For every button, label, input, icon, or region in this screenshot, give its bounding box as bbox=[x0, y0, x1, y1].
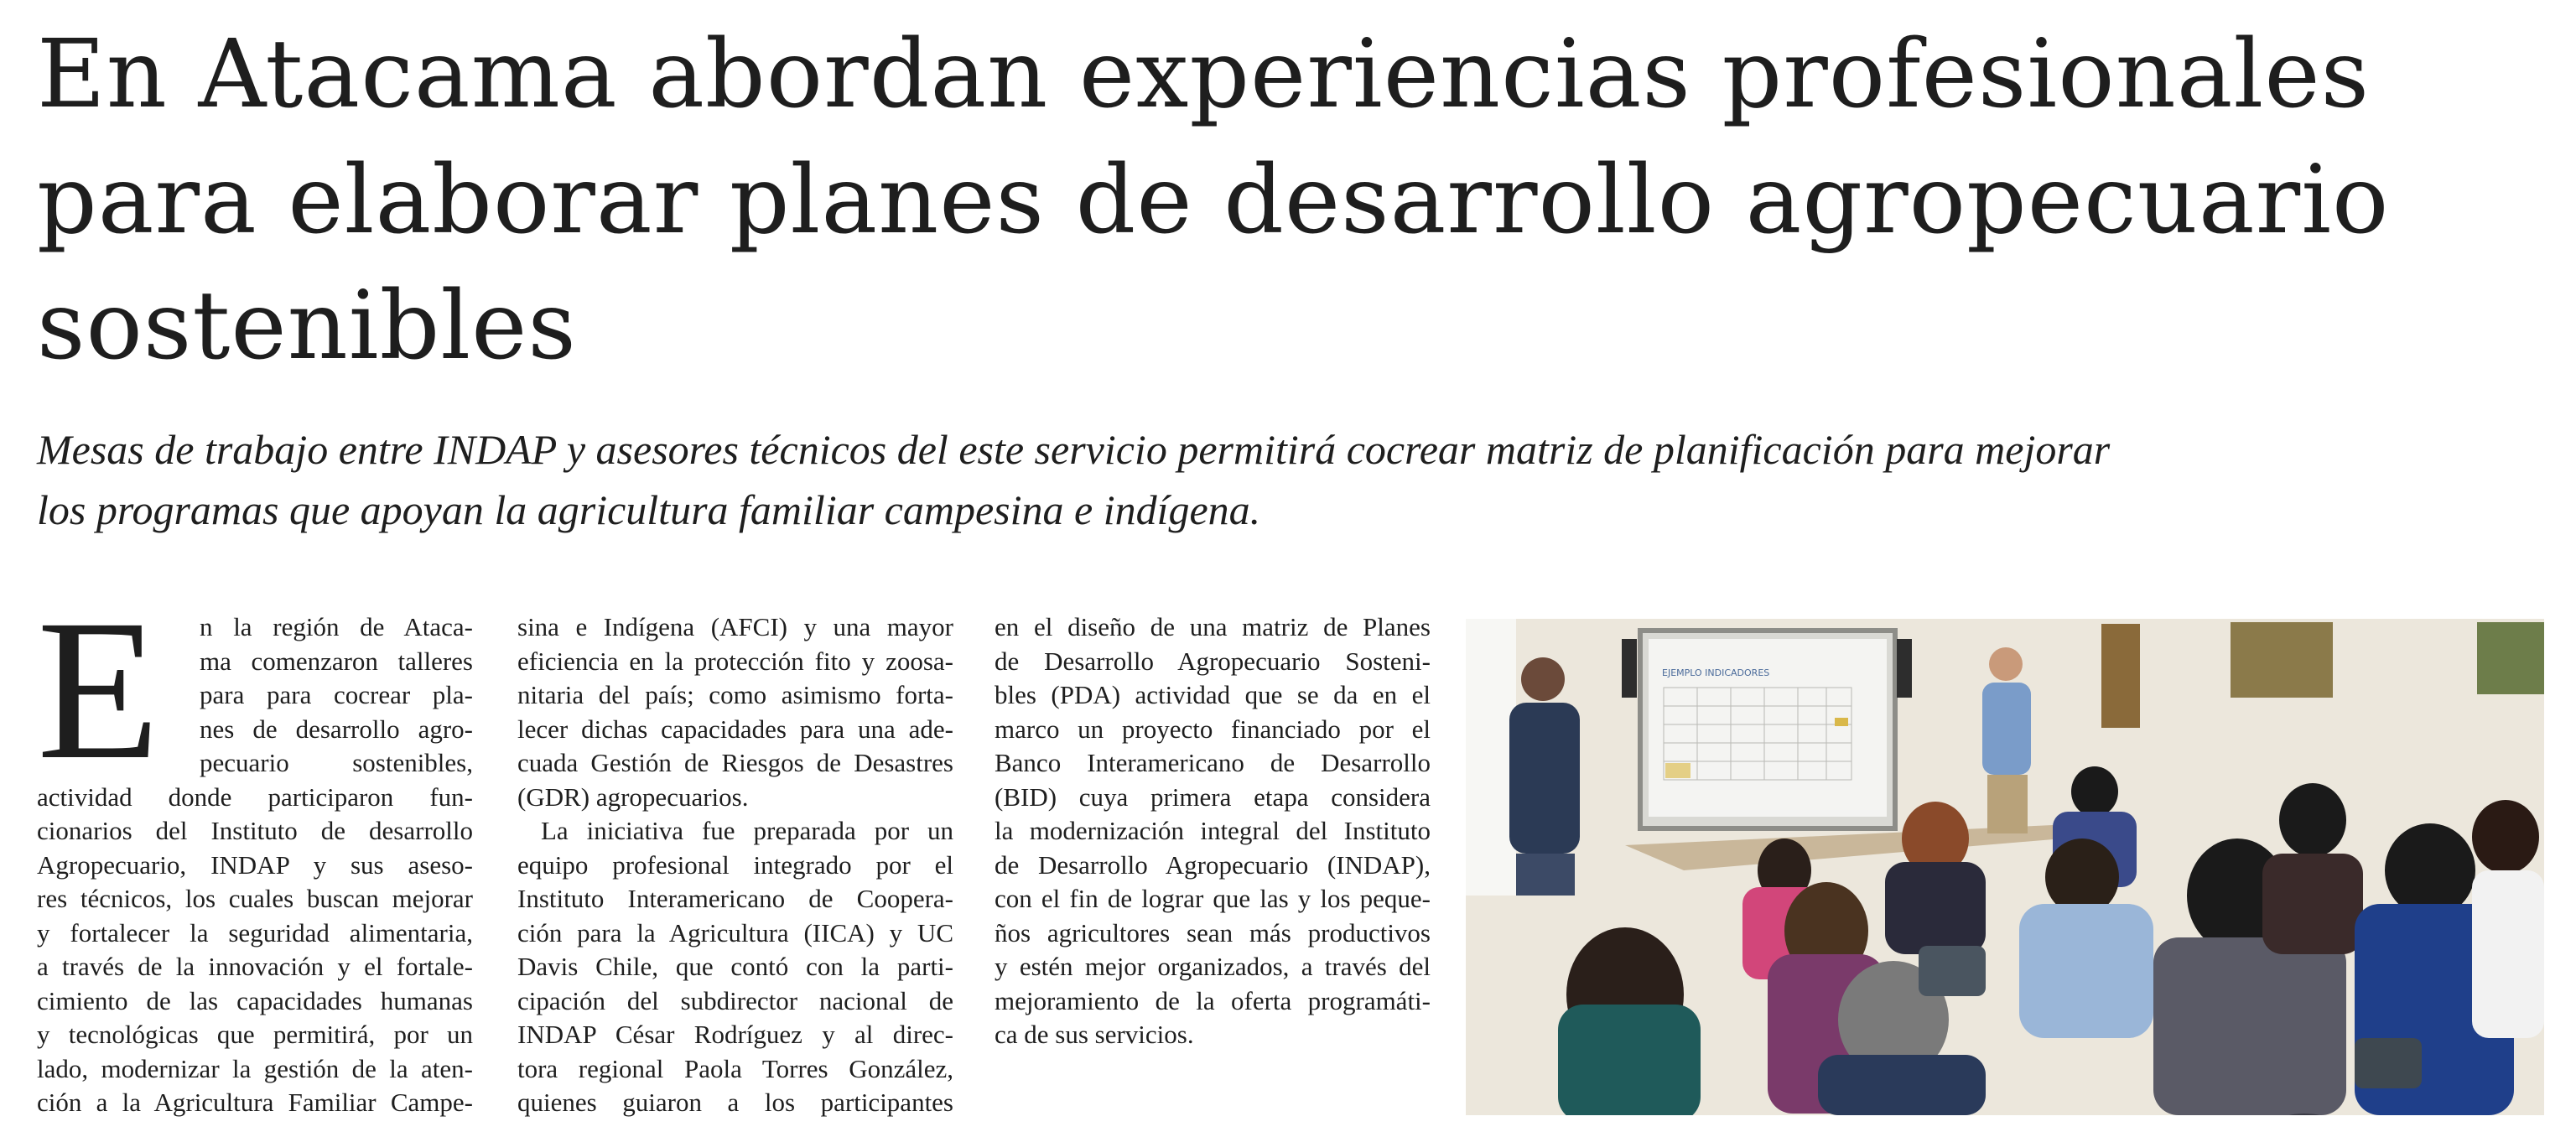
speaker bbox=[1622, 639, 1637, 698]
article-line: cuada Gestión de Riesgos de Desastres bbox=[517, 748, 953, 777]
article-line: (BID) cuya primera etapa considera bbox=[995, 781, 1431, 812]
article-line: Banco Interamericano de Desarrollo bbox=[995, 748, 1431, 777]
drop-cap: E bbox=[37, 578, 160, 801]
article-line: cipación del subdirector nacional de bbox=[517, 985, 953, 1015]
article-line: en el diseño de una matriz de Planes bbox=[995, 612, 1431, 641]
article-line: equipo profesional integrado por el bbox=[517, 849, 953, 880]
wall-picture bbox=[2101, 624, 2140, 728]
article-line: lecer dichas capacidades para una ade- bbox=[517, 714, 953, 744]
article-line: para para cocrear pla- bbox=[200, 680, 473, 709]
article-line: nitaria del país; como asimismo forta- bbox=[517, 680, 953, 709]
presenter-legs bbox=[1987, 775, 2028, 833]
article-line: n la región de Ataca- bbox=[200, 612, 473, 641]
article-line: Instituto Interamericano de Coopera- bbox=[517, 884, 953, 913]
article-line: ción para la Agricultura (IICA) y UC bbox=[517, 917, 953, 948]
article-line: ca de sus servicios. bbox=[995, 1020, 1194, 1049]
article-column-2 bbox=[517, 610, 953, 1120]
chair bbox=[2355, 1038, 2422, 1088]
workshop-photo-illustration bbox=[1466, 619, 2544, 1115]
subheadline-line-1: Mesas de trabajo entre INDAP y asesores técnicos del este servicio permitirá cocrear matriz de planificación para mejorar bbox=[37, 426, 2111, 473]
headline-line-3: sostenibles bbox=[37, 272, 577, 381]
article-line: a través de la innovación y el fortale- bbox=[37, 952, 473, 981]
window bbox=[1466, 619, 1516, 896]
article-line: bles (PDA) actividad que se da en el bbox=[995, 680, 1431, 709]
article-column-1 bbox=[37, 610, 473, 1120]
article-line: lado, modernizar la gestión de la aten- bbox=[37, 1053, 473, 1083]
headline bbox=[37, 12, 2536, 389]
article-line: de Desarrollo Agropecuario (INDAP), bbox=[995, 849, 1431, 880]
article-line: ción a la Agricultura Familiar Campe- bbox=[37, 1088, 473, 1117]
slide-title: EJEMPLO INDICADORES bbox=[1662, 667, 1770, 678]
article-line: Davis Chile, que contó con la parti- bbox=[517, 952, 953, 981]
article-line: eficiencia en la protección fito y zoosa- bbox=[517, 646, 953, 676]
presenter bbox=[1982, 683, 2031, 775]
article-line: pecuario sostenibles, bbox=[200, 748, 473, 777]
article-line: mejoramiento de la oferta programáti- bbox=[995, 985, 1431, 1015]
slide-highlight bbox=[1665, 763, 1690, 778]
article-line: y estén mejor organizados, a través del bbox=[995, 952, 1431, 981]
article-line: INDAP César Rodríguez y al direc- bbox=[517, 1020, 953, 1049]
article-line: tora regional Paola Torres González, bbox=[517, 1053, 953, 1083]
article-column-3 bbox=[995, 610, 1431, 1052]
article-line: actividad donde participaron fun- bbox=[37, 781, 473, 812]
article-line: marco un proyecto financiado por el bbox=[995, 714, 1431, 744]
subheadline-line-2: los programas que apoyan la agricultura familiar campesina e indígena. bbox=[37, 486, 1261, 533]
projection-screen bbox=[1649, 639, 1887, 817]
headline-line-1: En Atacama abordan experiencias profesionales bbox=[37, 20, 2371, 129]
slide-highlight bbox=[1835, 718, 1848, 726]
article-line: con el fin de lograr que las y los peque- bbox=[995, 884, 1431, 913]
article-photo bbox=[1466, 619, 2544, 1115]
subheadline bbox=[37, 419, 2133, 540]
article-line: de Desarrollo Agropecuario Sosteni- bbox=[995, 646, 1431, 676]
wall-picture bbox=[2231, 622, 2333, 698]
article-line: cionarios del Instituto de desarrollo bbox=[37, 816, 473, 845]
wall-picture bbox=[2477, 622, 2544, 694]
person-standing-left bbox=[1509, 703, 1580, 854]
chair bbox=[1919, 946, 1986, 996]
article-line: Agropecuario, INDAP y sus aseso- bbox=[37, 849, 473, 880]
article-line: y tecnológicas que permitirá, por un bbox=[37, 1020, 473, 1049]
article-line: res técnicos, los cuales buscan mejorar bbox=[37, 884, 473, 913]
article-line: (GDR) agropecuarios. bbox=[517, 781, 749, 812]
presenter-head bbox=[1989, 647, 2023, 681]
article-line: La iniciativa fue preparada por un bbox=[541, 816, 953, 845]
person-head bbox=[1521, 657, 1565, 701]
article-line: la modernización integral del Instituto bbox=[995, 816, 1431, 845]
article-line: y fortalecer la seguridad alimentaria, bbox=[37, 917, 473, 948]
article-line: ños agricultores sean más productivos bbox=[995, 917, 1431, 948]
article-line: ma comenzaron talleres bbox=[200, 646, 473, 676]
speaker bbox=[1897, 639, 1912, 698]
article-line: quienes guiaron a los participantes bbox=[517, 1088, 953, 1117]
headline-line-2: para elaborar planes de desarrollo agropecuario bbox=[37, 146, 2390, 255]
article-line: sina e Indígena (AFCI) y una mayor bbox=[517, 612, 953, 641]
article-line: nes de desarrollo agro- bbox=[200, 714, 473, 744]
article-line: cimiento de las capacidades humanas bbox=[37, 985, 473, 1015]
person-legs bbox=[1516, 854, 1575, 896]
